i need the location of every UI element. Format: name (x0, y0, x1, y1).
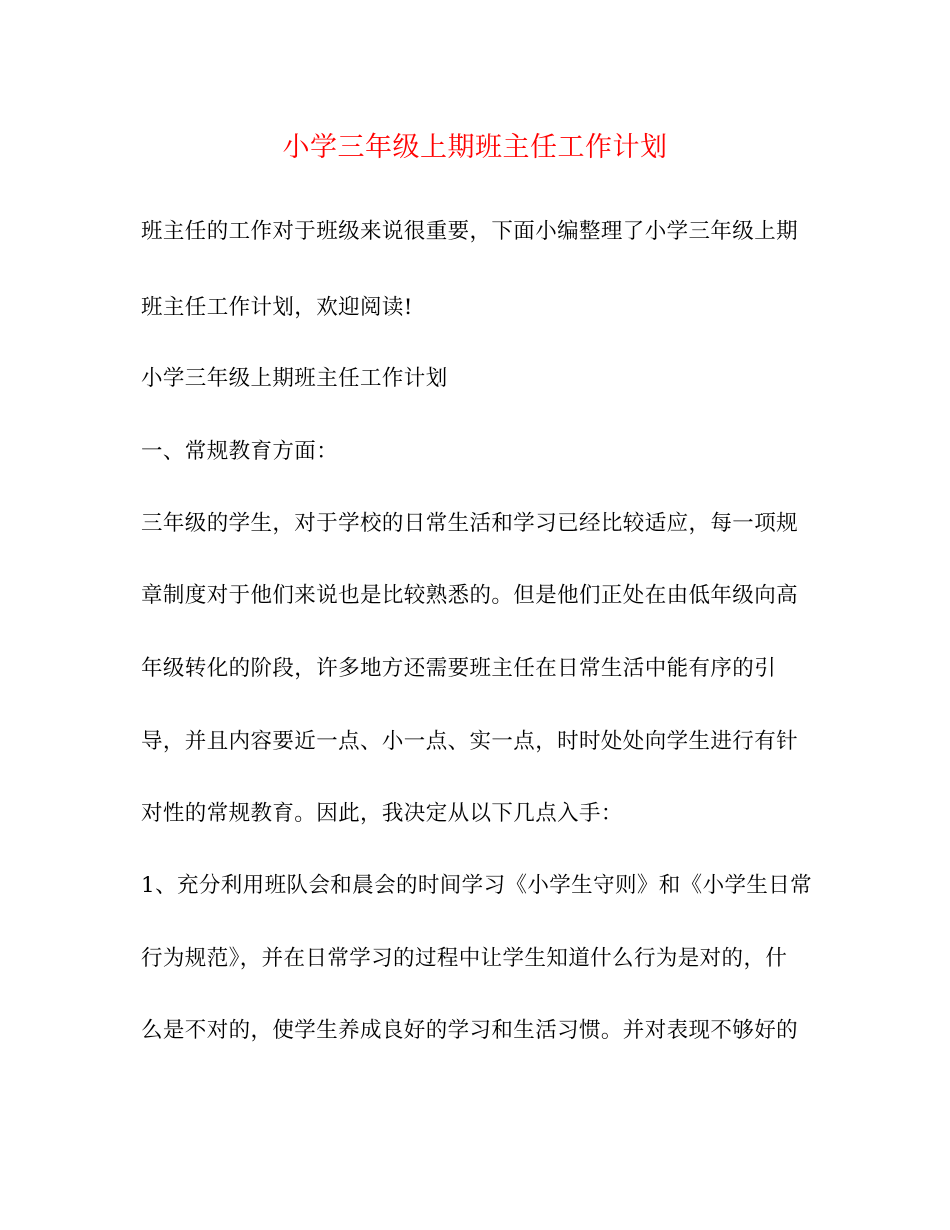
paragraph-line-5: 三年级的学生，对于学校的日常生活和学习已经比较适应，每一项规 (141, 511, 799, 536)
section-title-line: 小学三年级上期班主任工作计划 (141, 366, 448, 391)
section-heading-1: 一、常规教育方面： (141, 439, 339, 464)
paragraph-line-10: 1、充分利用班队会和晨会的时间学习《小学生守则》和《小学生日常 (141, 873, 813, 898)
paragraph-line-9: 对性的常规教育。因此，我决定从以下几点入手： (141, 801, 623, 826)
document-title: 小学三年级上期班主任工作计划 (282, 132, 668, 163)
paragraph-line-6: 章制度对于他们来说也是比较熟悉的。但是他们正处在由低年级向高 (141, 583, 799, 608)
paragraph-line-2: 班主任工作计划，欢迎阅读! (141, 295, 413, 320)
paragraph-line-7: 年级转化的阶段，许多地方还需要班主任在日常生活中能有序的引 (141, 656, 777, 681)
paragraph-line-8: 导，并且内容要近一点、小一点、实一点，时时处处向学生进行有针 (141, 729, 799, 754)
paragraph-line-12: 么是不对的，使学生养成良好的学习和生活习惯。并对表现不够好的 (141, 1018, 799, 1043)
paragraph-line-1: 班主任的工作对于班级来说很重要，下面小编整理了小学三年级上期 (141, 219, 799, 244)
paragraph-line-11: 行为规范》，并在日常学习的过程中让学生知道什么行为是对的，什 (141, 946, 788, 971)
